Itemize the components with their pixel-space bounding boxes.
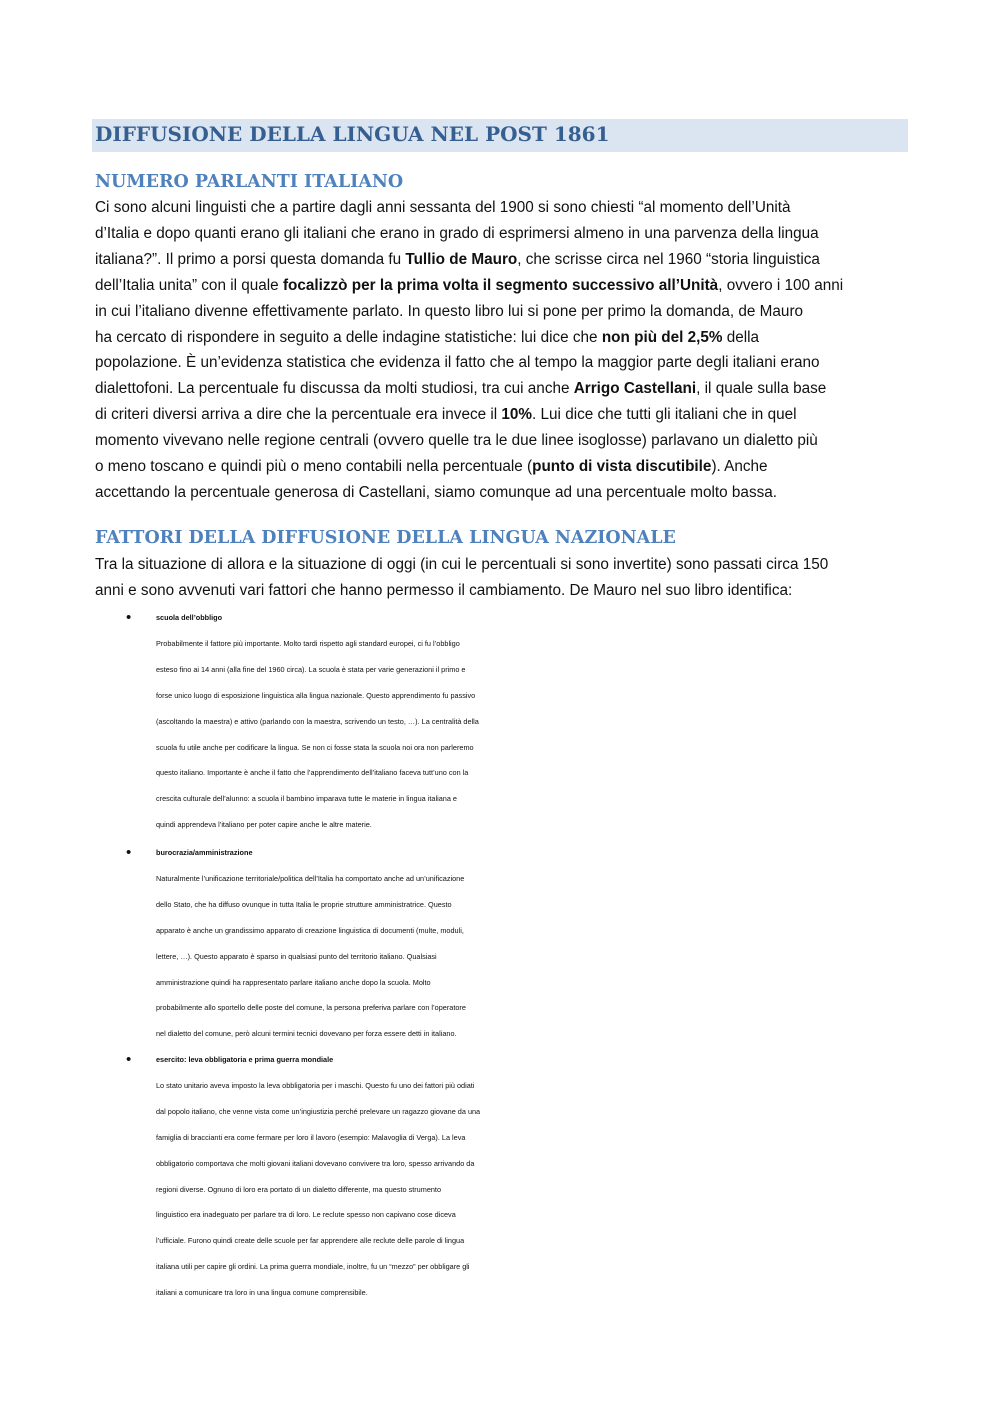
list-item-line: crescita culturale dell’alunno: a scuola il bambino imparava tutte le materie in lingua italiana e <box>156 794 457 804</box>
list-item-scuola <box>126 605 916 838</box>
text-run: della <box>722 328 760 346</box>
bullet-icon: • <box>126 844 132 861</box>
list-item-body <box>156 1073 916 1306</box>
list-item-line: questo italiano. Importante è anche il fatto che l’apprendimento dell’italiano faceva tutt’uno con la <box>156 768 469 778</box>
list-item-line: dello Stato, che ha diffuso ovunque in tutta Italia le proprie strutture amministratrice. Questo <box>156 899 452 909</box>
paragraph-line <box>95 350 911 376</box>
paragraph-line <box>95 273 911 299</box>
paragraph-line <box>95 247 911 273</box>
paragraph-line <box>95 480 911 506</box>
text-run: momento vivevano nelle regione centrali (ovvero quelle tra le due linee isoglosse) parlavano un dialetto più <box>95 432 818 450</box>
list-item-line: lettere, …). Questo apparato è sparso in qualsiasi punto del territorio italiano. Qualsiasi <box>156 951 437 961</box>
bullet-icon: • <box>126 609 132 626</box>
paragraph-line <box>95 195 911 221</box>
text-run: ha cercato di rispondere in seguito a delle indagine statistiche: lui dice che <box>95 328 602 346</box>
section-paragraph-fattori-intro <box>95 552 911 604</box>
bold-text: Tullio de Mauro <box>405 250 518 268</box>
list-item-line: linguistico era inadeguato per parlare tra di loro. Le reclute spesso non capivano cose diceva <box>156 1210 456 1220</box>
list-item-title: esercito: leva obbligatoria e prima guerra mondiale <box>156 1055 334 1064</box>
text-run: , il quale sulla base <box>696 380 827 398</box>
list-item-line: dal popolo italiano, che venne vista come un’ingiustizia perché prelevare un ragazzo giovane da una <box>156 1106 481 1116</box>
bold-text: non più del 2,5% <box>601 328 723 346</box>
paragraph-line: Tra la situazione di allora e la situazione di oggi (in cui le percentuali si sono invertite) sono passati circa 150 <box>95 556 829 573</box>
list-item-line: nel dialetto del comune, però alcuni termini tecnici dovevano per forza essere detti in italiano. <box>156 1029 457 1039</box>
title-band <box>92 119 908 152</box>
list-item-line: forse unico luogo di esposizione linguistica alla lingua nazionale. Questo apprendimento fu passivo <box>156 690 476 700</box>
section-paragraph-numero-parlanti <box>95 195 911 506</box>
list-item-esercito <box>126 1047 916 1306</box>
list-item-line: famiglia di braccianti era come fermare per loro il lavoro (esempio: Malavoglia di Verga). La leva <box>156 1132 466 1142</box>
text-run: di criteri diversi arriva a dire che la percentuale era invece il <box>95 406 502 424</box>
list-item-line: amministrazione quindi ha rappresentato parlare italiano anche dopo la scuola. Molto <box>156 977 431 987</box>
paragraph-line <box>95 325 911 351</box>
paragraph-line <box>95 299 911 325</box>
document-title: DIFFUSIONE DELLA LINGUA NEL POST 1861 <box>95 122 610 146</box>
list-item-line: Probabilmente il fattore più importante. Molto tardi rispetto agli standard europei, ci fu l’obbligo <box>156 638 460 648</box>
text-run: d’Italia e dopo quanti erano gli italiani che erano in grado di esprimersi almeno in una parvenza della lingua <box>95 224 819 242</box>
paragraph-line <box>95 428 911 454</box>
list-item-line: Naturalmente l’unificazione territoriale/politica dell’Italia ha comportato anche ad un’unificazione <box>156 873 465 883</box>
list-item-line: l’ufficiale. Furono quindi create delle scuole per far apprendere alle reclute delle parole di lingua <box>156 1236 465 1246</box>
bullet-icon: • <box>126 1051 132 1068</box>
text-run: in cui l’italiano divenne effettivamente parlato. In questo libro lui si pone per primo la domanda, de Mauro <box>95 302 804 320</box>
list-item-body <box>156 866 916 1047</box>
section-heading-fattori: FATTORI DELLA DIFFUSIONE DELLA LINGUA NAZIONALE <box>95 528 676 548</box>
list-item-line: esteso fino ai 14 anni (alla fine del 1960 circa). La scuola è stata per varie generazioni il primo e <box>156 664 466 674</box>
list-item-line: scuola fu utile anche per codificare la lingua. Se non ci fosse stata la scuola noi ora non parleremo <box>156 742 474 752</box>
paragraph-line <box>95 376 911 402</box>
paragraph-line <box>95 454 911 480</box>
list-item-line: probabilmente allo sportello delle poste del comune, la persona preferiva parlare con l’operatore <box>156 1003 466 1013</box>
list-item-title: burocrazia/amministrazione <box>156 848 253 857</box>
list-item-line: italiana utili per capire gli ordini. La prima guerra mondiale, inoltre, fu un “mezzo” per obbligare gli <box>156 1262 470 1272</box>
list-item-line: obbligatorio comportava che molti giovani italiani dovevano convivere tra loro, spesso arrivando da <box>156 1158 475 1168</box>
paragraph-line: anni e sono avvenuti vari fattori che hanno permesso il cambiamento. De Mauro nel suo libro identifica: <box>95 581 793 599</box>
text-run: dialettofoni. La percentuale fu discussa da molti studiosi, tra cui anche <box>95 380 574 398</box>
list-item-line: italiani a comunicare tra loro in una lingua comune comprensibile. <box>156 1288 368 1298</box>
section-heading-numero-parlanti: NUMERO PARLANTI ITALIANO <box>95 172 404 192</box>
text-run: accettando la percentuale generosa di Castellani, siamo comunque ad una percentuale molto bassa. <box>95 483 777 501</box>
list-item-title: scuola dell’obbligo <box>156 613 223 622</box>
list-item-burocrazia <box>126 840 916 1047</box>
bold-text: punto di vista discutibile <box>532 458 712 476</box>
text-run: , che scrisse circa nel 1960 “storia linguistica <box>517 250 820 268</box>
list-item-body <box>156 631 916 838</box>
bold-text: focalizzò per la prima volta il segmento successivo all’Unità <box>282 276 719 294</box>
text-run: ). Anche <box>711 458 768 476</box>
text-run: o meno toscano e quindi più o meno contabili nella percentuale ( <box>95 458 533 476</box>
text-run: dell’Italia unita” con il quale <box>95 276 283 294</box>
paragraph-line <box>95 402 911 428</box>
bold-text: Arrigo Castellani <box>573 380 697 398</box>
text-run: popolazione. È un’evidenza statistica che evidenza il fatto che al tempo la maggior parte degli italiani erano <box>95 354 820 372</box>
text-run: Ci sono alcuni linguisti che a partire dagli anni sessanta del 1900 si sono chiesti “al momento dell’Unità <box>95 199 791 216</box>
text-run: , ovvero i 100 anni <box>718 276 844 294</box>
text-run: . Lui dice che tutti gli italiani che in quel <box>532 406 797 424</box>
bold-text: 10% <box>501 406 533 424</box>
list-item-line: Lo stato unitario aveva imposto la leva obbligatoria per i maschi. Questo fu uno dei fattori più odiati <box>156 1080 475 1090</box>
list-item-line: apparato è anche un grandissimo apparato di creazione linguistica di documenti (multe, moduli, <box>156 925 464 935</box>
paragraph-line <box>95 221 911 247</box>
text-run: italiana?”. Il primo a porsi questa domanda fu <box>95 250 406 268</box>
list-item-line: regioni diverse. Ognuno di loro era portato di un dialetto differente, ma questo strumento <box>156 1184 442 1194</box>
list-item-line: (ascoltando la maestra) e attivo (parlando con la maestra, scrivendo un testo, …). La centralità della <box>156 716 479 726</box>
list-item-line: quindi apprendeva l’italiano per poter capire anche le altre materie. <box>156 820 372 830</box>
